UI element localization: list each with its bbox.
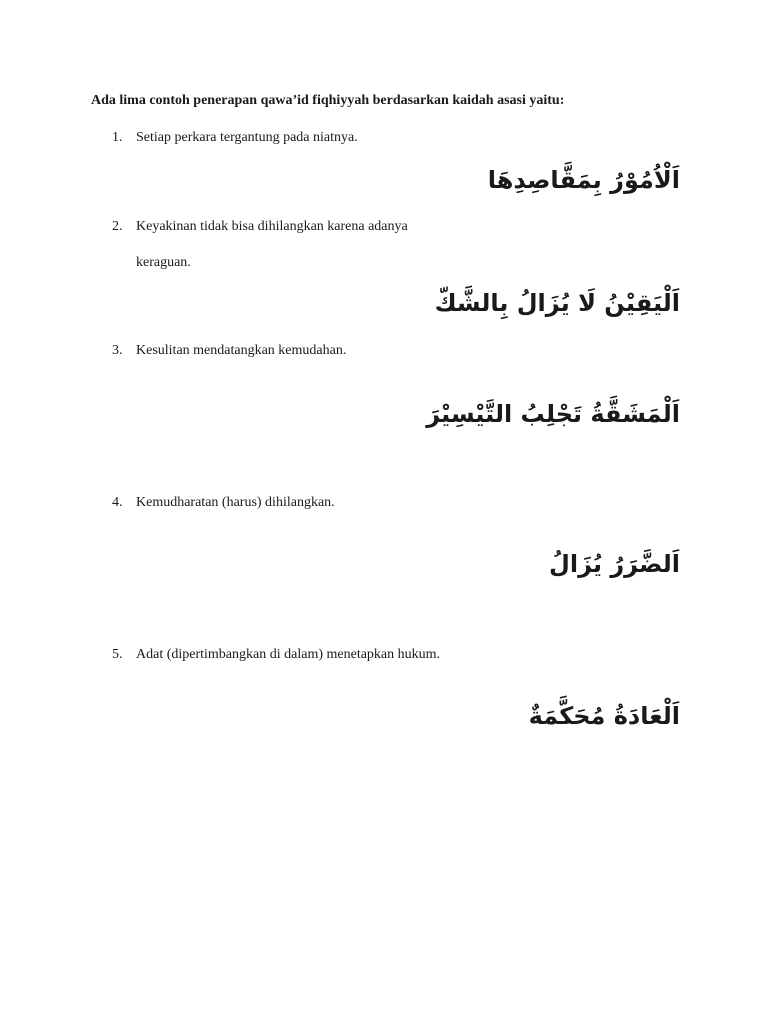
document-heading: Ada lima contoh penerapan qawa’id fiqhiyyah berdasarkan kaidah asasi yaitu: — [91, 93, 565, 108]
list-item-number: 3. — [112, 343, 123, 358]
list-item-number: 2. — [112, 219, 123, 234]
list-item-number: 5. — [112, 647, 123, 662]
list-item-number: 4. — [112, 495, 123, 510]
arabic-maxim: اَلْعَادَةُ مُحَكَّمَةٌ — [528, 702, 680, 730]
list-item-text: Kesulitan mendatangkan kemudahan. — [136, 343, 347, 358]
list-item-text: Keyakinan tidak bisa dihilangkan karena adanya — [136, 219, 408, 234]
arabic-maxim: اَلضَّرَرُ يُزَالُ — [549, 550, 680, 578]
arabic-maxim: اَلْاُمُوْرُ بِمَقَّاصِدِهَا — [487, 166, 680, 194]
list-item-text-continuation: keraguan. — [136, 255, 191, 270]
list-item-text: Setiap perkara tergantung pada niatnya. — [136, 130, 358, 145]
arabic-maxim: اَلْيَقِيْنُ لَا يُزَالُ بِالشَّكّ — [434, 289, 680, 317]
list-item-text: Adat (dipertimbangkan di dalam) menetapkan hukum. — [136, 647, 441, 662]
arabic-maxim: اَلْمَشَقَّةُ تَجْلِبُ التَّيْسِيْرَ — [426, 400, 680, 428]
list-item-text: Kemudharatan (harus) dihilangkan. — [136, 495, 335, 510]
list-item-number: 1. — [112, 130, 123, 145]
